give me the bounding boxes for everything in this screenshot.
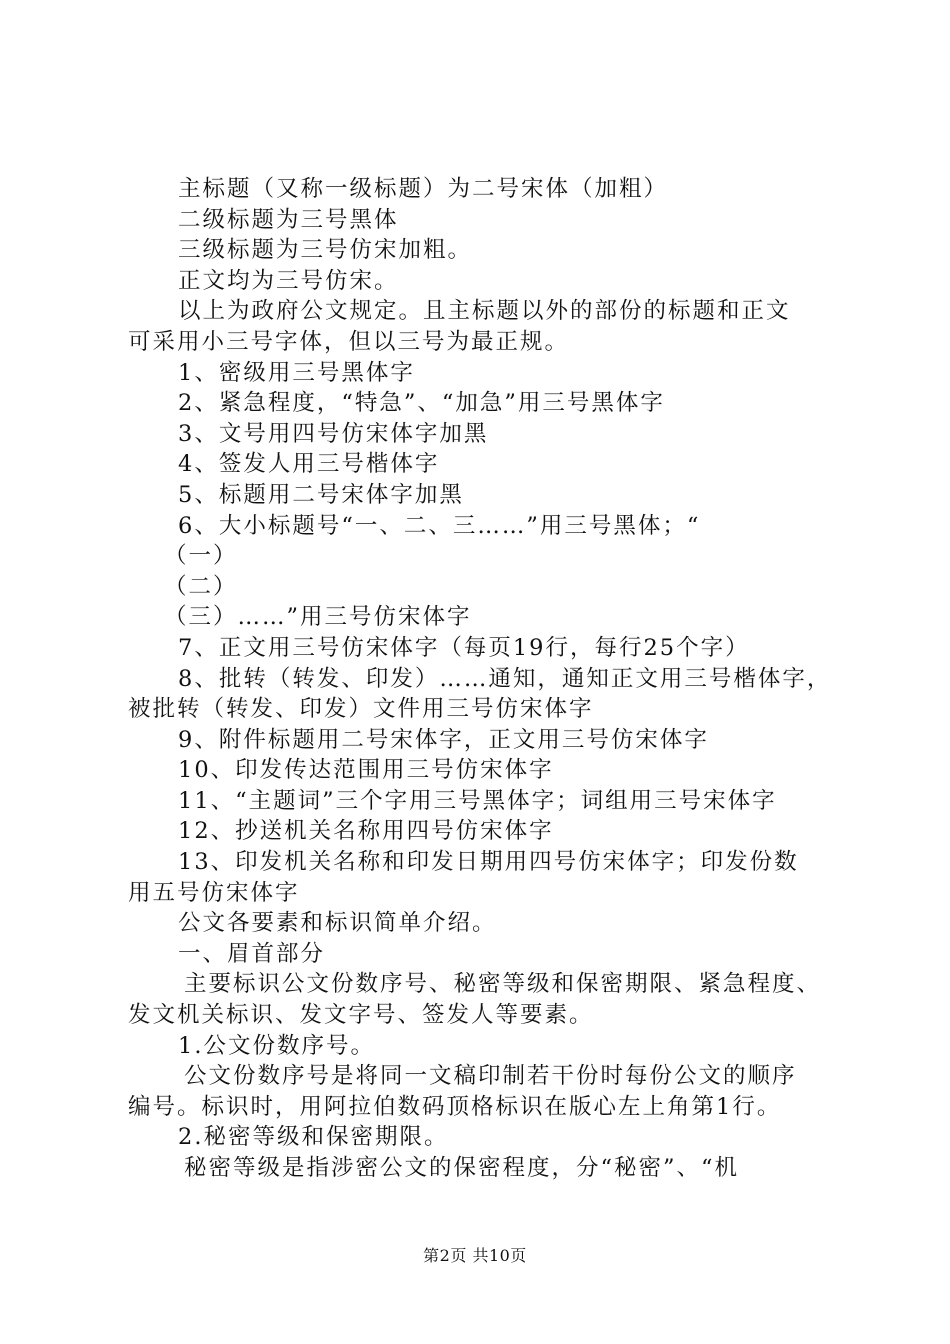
paragraph-main-title-rule: 主标题（又称一级标题）为二号宋体（加粗） bbox=[178, 176, 669, 202]
list-item-3: 3、文号用四号仿宋体字加黑 bbox=[178, 420, 489, 447]
list-item-2: 2、紧急程度，“特急”、“加急”用三号黑体字 bbox=[178, 390, 665, 417]
list-item-6-sub-1: （一） bbox=[164, 543, 238, 570]
list-item-1: 1、密级用三号黑体字 bbox=[178, 359, 415, 386]
list-item-10: 10、印发传达范围用三号仿宋体字 bbox=[178, 757, 554, 784]
paragraph-gov-rule-line2: 可采用小三号字体，但以三号为最正规。 bbox=[128, 328, 570, 355]
paragraph-second-title-rule: 二级标题为三号黑体 bbox=[178, 206, 399, 233]
list-item-8-line1: 8、批转（转发、印发）……通知，通知正文用三号楷体字， bbox=[178, 665, 832, 692]
document-body bbox=[128, 174, 838, 1184]
list-item-6: 6、大小标题号“一、二、三……”用三号黑体；“ bbox=[178, 512, 701, 539]
paragraph-header-elements-line2: 发文机关标识、发文字号、签发人等要素。 bbox=[128, 1002, 594, 1029]
paragraph-header-elements-line1: 主要标识公文份数序号、秘密等级和保密期限、紧急程度、 bbox=[184, 971, 822, 998]
paragraph-intro: 公文各要素和标识简单介绍。 bbox=[178, 910, 497, 937]
paragraph-third-title-rule: 三级标题为三号仿宋加粗。 bbox=[178, 237, 473, 264]
list-item-6-sub-2: （二） bbox=[164, 573, 238, 600]
subheading-copy-number: 1.公文份数序号。 bbox=[178, 1032, 375, 1059]
list-item-6-sub-3: （三）……”用三号仿宋体字 bbox=[164, 604, 472, 631]
section-heading-header: 一、眉首部分 bbox=[178, 940, 326, 967]
paragraph-secrecy-level-line1: 秘密等级是指涉密公文的保密程度，分“秘密”、“机 bbox=[184, 1155, 740, 1181]
list-item-5: 5、标题用二号宋体字加黑 bbox=[178, 481, 464, 508]
page-number-footer: 第2页 共10页 bbox=[423, 1246, 527, 1265]
list-item-4: 4、签发人用三号楷体字 bbox=[178, 451, 440, 478]
paragraph-body-rule: 正文均为三号仿宋。 bbox=[178, 267, 399, 294]
list-item-13-line2: 用五号仿宋体字 bbox=[128, 879, 300, 906]
list-item-7: 7、正文用三号仿宋体字（每页19行，每行25个字） bbox=[178, 634, 750, 661]
list-item-12: 12、抄送机关名称用四号仿宋体字 bbox=[178, 818, 554, 845]
list-item-8-line2: 被批转（转发、印发）文件用三号仿宋体字 bbox=[128, 696, 594, 723]
list-item-11: 11、“主题词”三个字用三号黑体字；词组用三号宋体字 bbox=[178, 787, 777, 814]
list-item-9: 9、附件标题用二号宋体字，正文用三号仿宋体字 bbox=[178, 726, 709, 753]
paragraph-gov-rule-line1: 以上为政府公文规定。且主标题以外的部份的标题和正文 bbox=[178, 298, 791, 325]
subheading-secrecy-level: 2.秘密等级和保密期限。 bbox=[178, 1124, 449, 1151]
paragraph-copy-number-line2: 编号。标识时，用阿拉伯数码顶格标识在版心左上角第1行。 bbox=[128, 1093, 782, 1120]
paragraph-copy-number-line1: 公文份数序号是将同一文稿印制若干份时每份公文的顺序 bbox=[184, 1063, 797, 1090]
list-item-13-line1: 13、印发机关名称和印发日期用四号仿宋体字；印发份数 bbox=[178, 849, 799, 876]
